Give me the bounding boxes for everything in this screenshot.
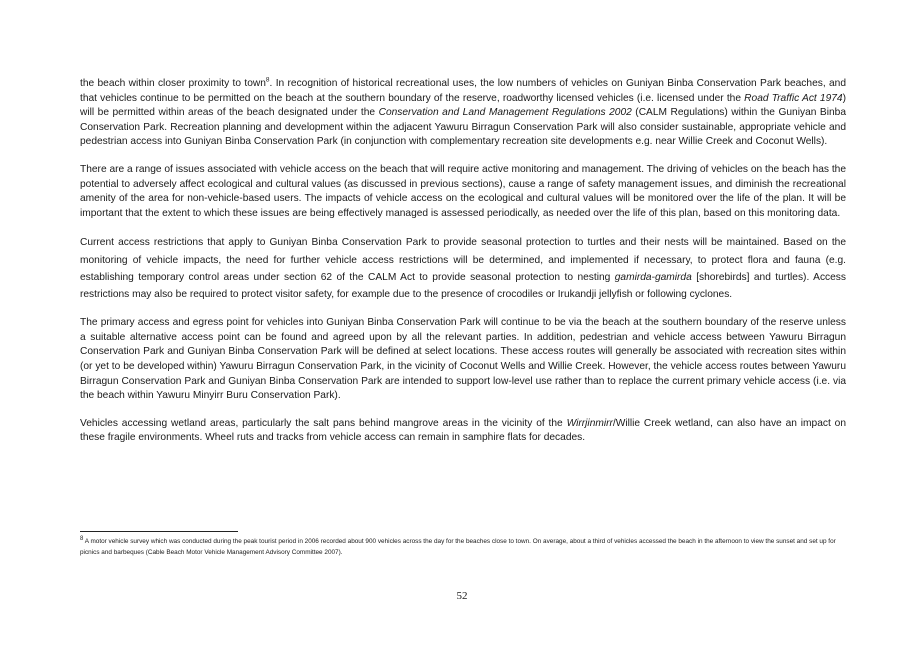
italic-text: Road Traffic Act 1974 (744, 92, 843, 104)
footnote-text: A motor vehicle survey which was conducted during the peak tourist period in 2006 recorded about 900 vehicles across the day for the beaches close to town. On average, about a third of vehicles accessed the beach in the afternoon to view the sunset and set up for picnics and barbeques (Cable Beach Motor Vehicle Management Advisory Committee 2007). (80, 538, 836, 556)
paragraph-4 (80, 316, 846, 404)
text-run: (CALM Regulations) within the Guniyan Binba Conservation Park. Recreation planning and development within the adjacent Yawuru Birragun Conservation Park will also consider sustainable, appropriate vehicle and pedestrian access into Guniyan Binba Conservation Park (in conjunction with complementary recreation site developments e.g. near Willie Creek and Coconut Wells). (80, 107, 846, 148)
italic-text: Conservation and Land Management Regulations 2002 (378, 107, 632, 119)
body-text (80, 77, 846, 459)
text-run: [shorebirds] and turtles). Access restrictions may also be required to protect visitor safety, for example due to the presence of crocodiles or Irukandji jellyfish or following cyclones. (80, 271, 846, 300)
italic-text: gamirda-gamirda (614, 271, 692, 283)
paragraph-2 (80, 163, 846, 221)
text-run: /Willie Creek wetland, can also have an impact on these fragile environments. Wheel ruts and tracks from vehicle access can remain in samphire flats for decades. (80, 417, 846, 444)
text-run: . In recognition of historical recreational uses, the low numbers of vehicles on Guniyan Binba Conservation Park beaches, and that vehicles continue to be permitted on the beach at the southern boundary of the reserve, roadworthy licensed vehicles (i.e. licensed under the (80, 78, 846, 104)
paragraph-3 (80, 234, 846, 303)
text-run: ) will be permitted within areas of the beach designated under the (80, 92, 846, 119)
italic-text: Wirrjinmirr (566, 417, 613, 429)
footnote-divider (80, 531, 238, 532)
text-run: Vehicles accessing wetland areas, particularly the salt pans behind mangrove areas in the vicinity of the (80, 417, 567, 429)
text-run: There are a range of issues associated with vehicle access on the beach that will require active monitoring and management. The driving of vehicles on the beach has the potential to adversely affect ecological and cultural values (as discussed in previous sections), cause a range of safety management issues, and diminish the recreational amenity of the area for non-vehicle-based users. The impacts of vehicle access on the ecological and cultural values will be monitored over the life of the plan. It will be important that the extent to which these issues are being effectively managed is assessed periodically, as needed over the life of this plan, based on this monitoring data. (80, 163, 847, 219)
footnote-reference: 8 (265, 76, 270, 84)
text-run: The primary access and egress point for vehicles into Guniyan Binba Conservation Park will continue to be via the beach at the southern boundary of the reserve unless a suitable alternative access point can be found and agreed upon by all the relevant parties. In addition, pedestrian and vehicle access between Yawuru Birragun Conservation Park and Guniyan Binba Conservation Park will be defined at select locations. These access routes will generally be associated with recreation sites within (or yet to be developed within) Yawuru Birragun Conservation Park, in the vicinity of Coconut Wells and Willie Creek. However, the vehicle access routes between Yawuru Birragun Conservation Park and Guniyan Binba Conservation Park are intended to support low-level use rather than to replace the current primary vehicle access (i.e. via the beach within Yawuru Minyirr Buru Conservation Park). (80, 317, 846, 402)
text-run: Current access restrictions that apply to Guniyan Binba Conservation Park to provide seasonal protection to turtles and their nests will be maintained. Based on the monitoring of vehicle impacts, the need for further vehicle access restrictions will be determined, and implemented if necessary, to protect flora and fauna (e.g. establishing temporary control areas under section 62 of the CALM Act to provide seasonal protection to nesting (80, 237, 846, 283)
footnote (80, 537, 846, 558)
footnote-marker: 8 (80, 535, 84, 542)
page-number: 52 (456, 590, 468, 602)
paragraph-1 (80, 77, 846, 150)
paragraph-5 (80, 417, 846, 446)
text-run: the beach within closer proximity to town (80, 78, 266, 89)
